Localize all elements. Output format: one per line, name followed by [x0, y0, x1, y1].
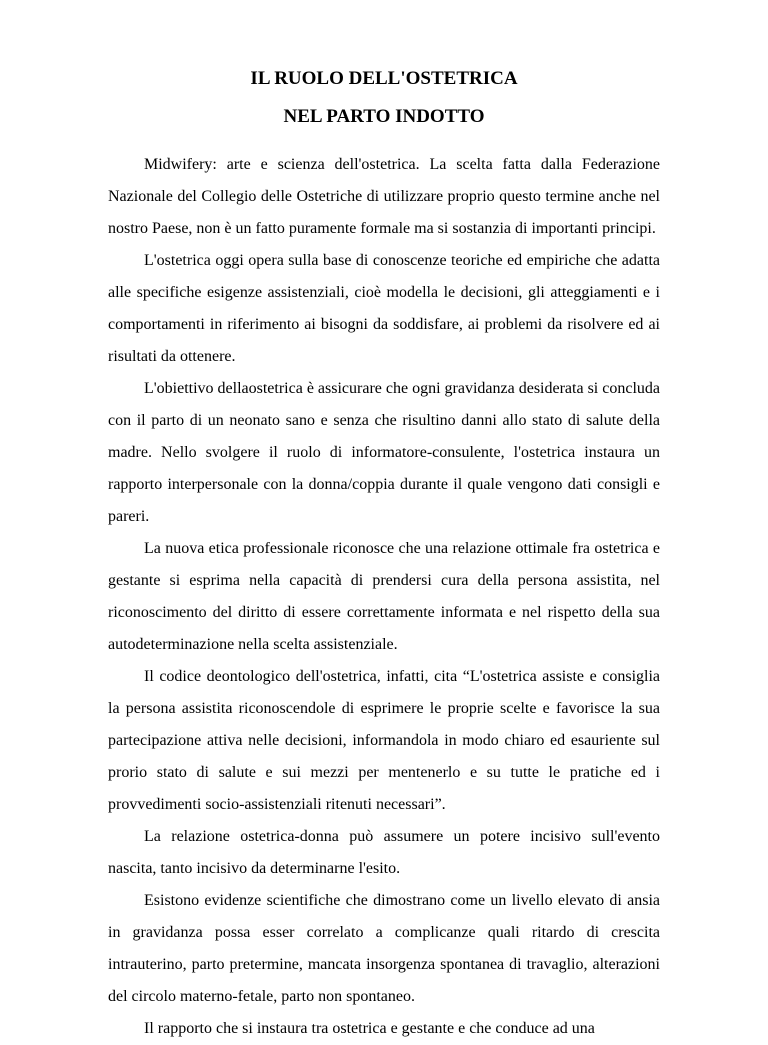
paragraph: L'obiettivo dellaostetrica è assicurare che ogni gravidanza desiderata si concluda con il parto di un neonato sano e senza che risultino danni allo stato di salute della madre. Nello svolgere il ruolo di informatore-consulente, l'ostetrica instaura un rapporto interpersonale con la donna/coppia durante il quale vengono dati consigli e pareri. — [108, 380, 660, 525]
paragraph: Esistono evidenze scientifiche che dimostrano come un livello elevato di ansia in gravidanza possa esser correlato a complicanze quali ritardo di crescita intrauterino, parto pretermine, mancata insorgenza spontanea di travaglio, alterazioni del circolo materno-fetale, parto non spontaneo. — [108, 892, 660, 1005]
title-line-2: NEL PARTO INDOTTO — [283, 106, 485, 127]
title-line-1: IL RUOLO DELL'OSTETRICA — [250, 68, 518, 89]
paragraph: La relazione ostetrica-donna può assumere un potere incisivo sull'evento nascita, tanto incisivo da determinarne l'esito. — [108, 828, 660, 877]
document-title — [0, 60, 768, 136]
paragraph: La nuova etica professionale riconosce che una relazione ottimale fra ostetrica e gestante si esprima nella capacità di prendersi cura della persona assistita, nel riconoscimento del diritto di essere correttamente informata e nel rispetto della sua autodeterminazione nella scelta assistenziale. — [108, 540, 660, 653]
document-body — [108, 149, 660, 1045]
paragraph: Midwifery: arte e scienza dell'ostetrica. La scelta fatta dalla Federazione Nazionale del Collegio delle Ostetriche di utilizzare proprio questo termine anche nel nostro Paese, non è un fatto puramente formale ma si sostanzia di importanti principi. — [108, 156, 660, 237]
paragraph: Il rapporto che si instaura tra ostetrica e gestante e che conduce ad una — [144, 1020, 595, 1037]
paragraph: L'ostetrica oggi opera sulla base di conoscenze teoriche ed empiriche che adatta alle specifiche esigenze assistenziali, cioè modella le decisioni, gli atteggiamenti e i comportamenti in riferimento ai bisogni da soddisfare, ai problemi da risolvere ed ai risultati da ottenere. — [108, 252, 660, 365]
paragraph: Il codice deontologico dell'ostetrica, infatti, cita “L'ostetrica assiste e consiglia la persona assistita riconoscendole di esprimere le proprie scelte e favorisce la sua partecipazione attiva nelle decisioni, informandola in modo chiaro ed esauriente sul prorio stato di salute e sui mezzi per mentenerlo e su tutte le pratiche ed i provvedimenti socio-assistenziali ritenuti necessari”. — [108, 668, 660, 813]
